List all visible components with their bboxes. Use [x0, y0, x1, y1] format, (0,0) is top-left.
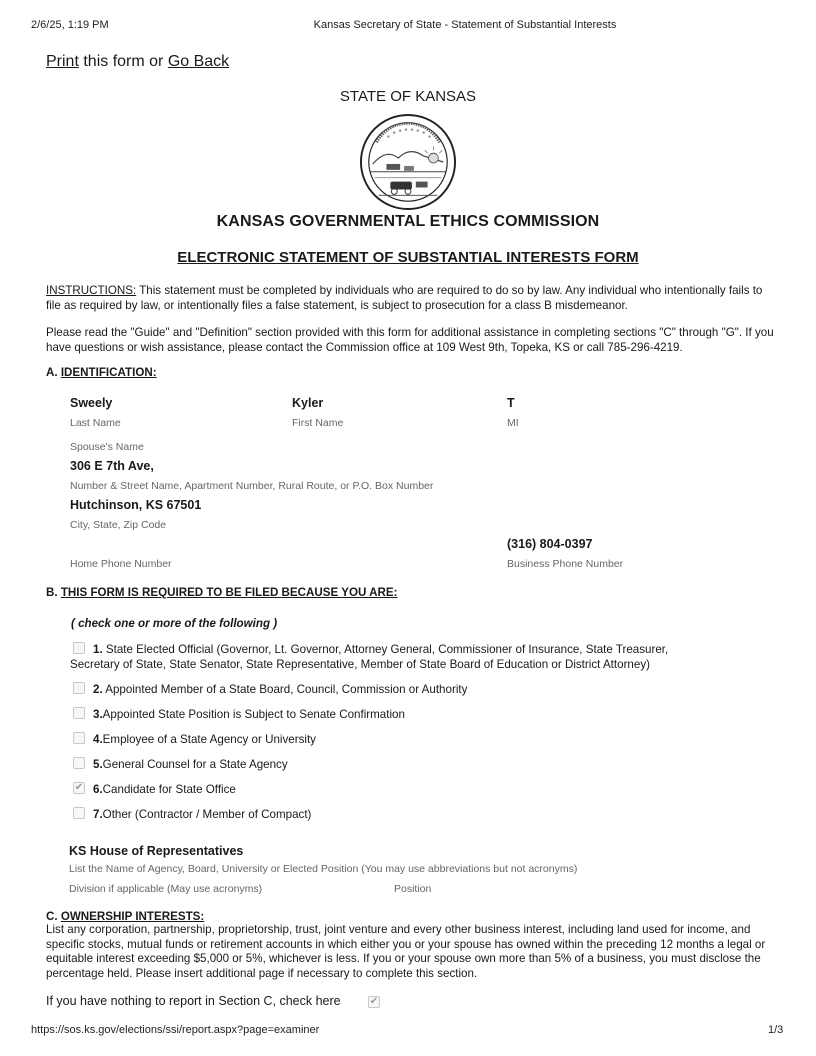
home-phone-label: Home Phone Number: [70, 558, 172, 570]
section-a-title: IDENTIFICATION:: [60, 366, 157, 379]
nav-text: this form or: [78, 53, 168, 70]
agency-label: List the Name of Agency, Board, University or Elected Position (You may use abbreviations but not acronyms): [69, 863, 578, 875]
option-1-text-line2: Secretary of State, State Senator, State Representative, Member of State Board of Education or District Attorney): [70, 658, 650, 671]
mi-label: MI: [507, 417, 519, 429]
checkmark-icon: ✔: [74, 782, 84, 793]
option-3-checkbox[interactable]: [73, 707, 85, 719]
option-1-checkbox[interactable]: [73, 642, 85, 654]
checkmark-icon: ✔: [369, 996, 379, 1007]
nothing-to-report-checkbox[interactable]: [368, 996, 380, 1008]
option-7-checkbox[interactable]: [73, 807, 85, 819]
spouse-label: Spouse's Name: [70, 441, 144, 453]
section-c-title: OWNERSHIP INTERESTS:: [60, 910, 205, 923]
option-6-checkbox[interactable]: [73, 782, 85, 794]
mi-value: T: [507, 396, 515, 410]
section-a-prefix: A.: [46, 366, 61, 379]
instructions-text: This statement must be completed by individuals who are required to do so by law. Any individual who intentionally fails to file as required by law, or intentionally files a false statement, is subject to prosecution for a class B misdemeanor.: [46, 284, 763, 312]
option-3-num: 3.: [93, 708, 103, 721]
last-name-label: Last Name: [70, 417, 121, 429]
division-label: Division if applicable (May use acronyms): [69, 883, 263, 895]
section-a-heading: [46, 366, 157, 379]
print-link[interactable]: Print: [46, 53, 79, 70]
print-url: https://sos.ks.gov/elections/ssi/report.aspx?page=examiner: [31, 1024, 320, 1036]
business-phone-label: Business Phone Number: [507, 558, 624, 570]
option-4-checkbox[interactable]: [73, 732, 85, 744]
position-label: Position: [394, 883, 432, 895]
section-c-text: List any corporation, partnership, proprietorship, trust, joint venture and every other business interest, including land used for income, and specific stocks, mutual funds or retirement accounts in which either you or your spouse has owned within the preceding 12 months a legal or equitable interest exceeding $5,000 or 5%, whichever is less. If you or your spouse own more than 5% of a business, you must disclose the percentage held. Please insert additional page if necessary to complete this section.: [46, 923, 766, 980]
first-name-label: First Name: [292, 417, 344, 429]
option-5-text: General Counsel for a State Agency: [102, 758, 288, 771]
option-7-num: 7.: [93, 808, 103, 821]
commission-title: KANSAS GOVERNMENTAL ETHICS COMMISSION: [216, 213, 600, 230]
section-c-prefix: C.: [46, 910, 61, 923]
form-title: ELECTRONIC STATEMENT OF SUBSTANTIAL INTERESTS FORM: [177, 249, 639, 266]
section-b-title: THIS FORM IS REQUIRED TO BE FILED BECAUSE YOU ARE:: [60, 586, 398, 599]
go-back-link[interactable]: Go Back: [167, 53, 230, 70]
option-1-label: [93, 642, 733, 657]
option-1-text: State Elected Official (Governor, Lt. Governor, Attorney General, Commissioner of Insurance, State Treasurer,: [102, 643, 669, 656]
state-label: STATE OF KANSAS: [339, 88, 477, 105]
option-3-text: Appointed State Position is Subject to Senate Confirmation: [102, 708, 405, 721]
last-name-value: Sweely: [70, 396, 113, 410]
option-6-num: 6.: [93, 783, 103, 796]
option-4-label: [93, 732, 316, 747]
print-page-number: 1/3: [768, 1024, 784, 1036]
option-6-text: Candidate for State Office: [102, 783, 236, 796]
agency-value: KS House of Representatives: [69, 844, 244, 858]
option-2-text: Appointed Member of a State Board, Council, Commission or Authority: [102, 683, 468, 696]
city-value: Hutchinson, KS 67501: [70, 498, 202, 512]
option-5-checkbox[interactable]: [73, 757, 85, 769]
option-2-num: 2.: [93, 683, 103, 696]
instructions-label: INSTRUCTIONS:: [46, 284, 137, 297]
option-7-label: [93, 807, 311, 822]
print-page-title: Kansas Secretary of State - Statement of Substantial Interests: [313, 19, 617, 31]
option-4-text: Employee of a State Agency or University: [102, 733, 316, 746]
option-2-checkbox[interactable]: [73, 682, 85, 694]
section-b-prefix: B.: [46, 586, 61, 599]
nothing-to-report-label: If you have nothing to report in Section C, check here: [46, 994, 341, 1008]
option-4-num: 4.: [93, 733, 103, 746]
kansas-seal-icon: [359, 113, 457, 211]
street-label: Number & Street Name, Apartment Number, Rural Route, or P.O. Box Number: [70, 480, 434, 492]
street-value: 306 E 7th Ave,: [70, 459, 154, 473]
city-label: City, State, Zip Code: [70, 519, 167, 531]
section-c-heading: [46, 910, 204, 923]
print-datetime: 2/6/25, 1:19 PM: [31, 19, 109, 31]
business-phone-value: (316) 804-0397: [507, 537, 593, 551]
instructions: [46, 284, 776, 313]
option-3-label: [93, 707, 405, 722]
option-2-label: [93, 682, 467, 697]
option-5-label: [93, 757, 288, 772]
first-name-value: Kyler: [292, 396, 324, 410]
top-nav: [46, 53, 229, 71]
option-1-num: 1.: [93, 643, 103, 656]
section-b-instruction: ( check one or more of the following ): [71, 617, 278, 630]
option-5-num: 5.: [93, 758, 103, 771]
section-b-heading: [46, 586, 398, 599]
instructions-note: Please read the "Guide" and "Definition" section provided with this form for additional assistance in completing sections "C" through "G". If you have questions or wish assistance, please contact the Commission office at 109 West 9th, Topeka, KS or call 785-296-4219.: [46, 326, 774, 354]
option-6-label: [93, 782, 236, 797]
option-7-text: Other (Contractor / Member of Compact): [102, 808, 312, 821]
